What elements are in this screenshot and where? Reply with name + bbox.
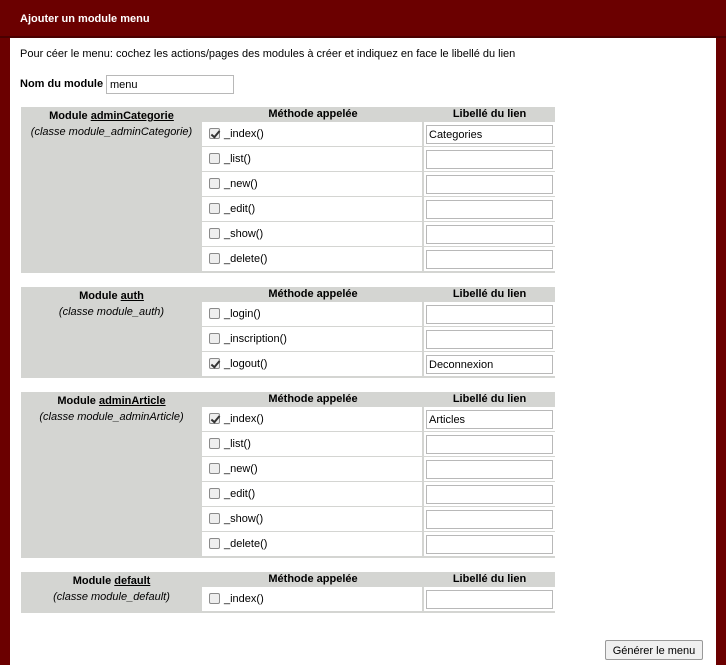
link-label-input[interactable] xyxy=(426,460,553,479)
link-label-input[interactable] xyxy=(426,125,553,144)
method-checkbox[interactable] xyxy=(209,593,220,604)
method-name: _new() xyxy=(224,463,258,475)
method-row xyxy=(202,327,555,351)
module-info xyxy=(21,392,202,558)
link-label-input[interactable] xyxy=(426,150,553,169)
method-name: _logout() xyxy=(224,358,268,370)
column-header-method: Méthode appelée xyxy=(268,288,358,300)
method-name: _delete() xyxy=(224,253,268,265)
module-name: auth xyxy=(120,290,144,302)
module-title xyxy=(21,574,202,588)
method-row xyxy=(202,407,555,431)
method-checkbox[interactable] xyxy=(209,253,220,264)
link-label-cell xyxy=(424,223,554,246)
link-label-input[interactable] xyxy=(426,435,553,454)
method-row xyxy=(202,507,555,531)
module-info xyxy=(21,107,202,273)
link-label-cell xyxy=(424,458,554,481)
method-cell xyxy=(203,408,422,431)
module-name: adminArticle xyxy=(98,395,166,407)
method-name: _login() xyxy=(224,308,261,320)
link-label-cell xyxy=(424,303,554,326)
link-label-cell xyxy=(424,328,554,351)
link-label-cell xyxy=(424,433,554,456)
link-label-cell xyxy=(424,248,554,271)
intro-text: Pour céer le menu: cochez les actions/pages des modules à créer et indiquez en face le libellé du lien xyxy=(20,48,516,60)
method-cell xyxy=(203,508,422,531)
module-title xyxy=(21,289,202,303)
link-label-cell xyxy=(424,198,554,221)
link-label-input[interactable] xyxy=(426,225,553,244)
module-block-default xyxy=(21,572,555,613)
method-checkbox[interactable] xyxy=(209,463,220,474)
link-label-input[interactable] xyxy=(426,410,553,429)
method-cell xyxy=(203,483,422,506)
link-label-cell xyxy=(424,148,554,171)
column-header-method: Méthode appelée xyxy=(268,108,358,120)
link-label-cell xyxy=(424,173,554,196)
link-label-input[interactable] xyxy=(426,250,553,269)
method-cell xyxy=(203,353,422,376)
method-row xyxy=(202,587,555,611)
module-block-adminCategorie xyxy=(21,107,555,273)
method-cell xyxy=(203,198,422,221)
generate-menu-button[interactable]: Générer le menu xyxy=(605,640,703,660)
module-title xyxy=(21,394,202,408)
link-label-cell xyxy=(424,353,554,376)
method-cell xyxy=(203,148,422,171)
link-label-input[interactable] xyxy=(426,510,553,529)
module-name: default xyxy=(114,575,151,587)
module-title-prefix: Module xyxy=(72,575,115,587)
module-class: (classe module_adminArticle) xyxy=(39,411,184,423)
column-header-method: Méthode appelée xyxy=(268,573,358,585)
column-header-label: Libellé du lien xyxy=(452,108,527,120)
method-row xyxy=(202,352,555,376)
method-row xyxy=(202,482,555,506)
link-label-cell xyxy=(424,408,554,431)
method-row xyxy=(202,432,555,456)
module-block-adminArticle xyxy=(21,392,555,558)
link-label-cell xyxy=(424,483,554,506)
module-class: (classe module_auth) xyxy=(58,306,165,318)
column-header-method: Méthode appelée xyxy=(268,393,358,405)
page-title: Ajouter un module menu xyxy=(20,13,150,25)
method-checkbox[interactable] xyxy=(209,538,220,549)
method-row xyxy=(202,222,555,246)
module-class: (classe module_adminCategorie) xyxy=(30,126,193,138)
method-name: _delete() xyxy=(224,538,268,550)
module-class: (classe module_default) xyxy=(53,591,170,603)
method-cell xyxy=(203,458,422,481)
link-label-input[interactable] xyxy=(426,535,553,554)
method-checkbox[interactable] xyxy=(209,488,220,499)
method-name: _edit() xyxy=(224,488,256,500)
method-name: _list() xyxy=(224,153,251,165)
method-cell xyxy=(203,303,422,326)
method-cell xyxy=(203,433,422,456)
module-title-prefix: Module xyxy=(57,395,99,407)
method-name: _inscription() xyxy=(224,333,287,345)
link-label-input[interactable] xyxy=(426,485,553,504)
method-checkbox[interactable] xyxy=(209,333,220,344)
method-checkbox[interactable] xyxy=(209,358,220,369)
method-row xyxy=(202,147,555,171)
column-header-label: Libellé du lien xyxy=(452,288,527,300)
method-checkbox[interactable] xyxy=(209,308,220,319)
method-checkbox[interactable] xyxy=(209,128,220,139)
method-row xyxy=(202,172,555,196)
module-block-auth xyxy=(21,287,555,378)
method-name: _show() xyxy=(224,513,264,525)
method-cell xyxy=(203,248,422,271)
column-header-label: Libellé du lien xyxy=(452,393,527,405)
link-label-input[interactable] xyxy=(426,590,553,609)
module-name: adminCategorie xyxy=(90,110,174,122)
method-checkbox[interactable] xyxy=(209,203,220,214)
module-name-input[interactable] xyxy=(106,75,234,94)
link-label-cell xyxy=(424,588,554,611)
method-row xyxy=(202,197,555,221)
link-label-input[interactable] xyxy=(426,355,553,374)
module-title-prefix: Module xyxy=(79,290,121,302)
method-checkbox[interactable] xyxy=(209,228,220,239)
title-bar xyxy=(0,0,726,38)
column-header-label: Libellé du lien xyxy=(452,573,527,585)
method-cell xyxy=(203,588,422,611)
method-row xyxy=(202,457,555,481)
method-cell xyxy=(203,223,422,246)
method-name: _index() xyxy=(224,413,264,425)
module-info xyxy=(21,572,202,613)
method-row xyxy=(202,247,555,271)
link-label-input[interactable] xyxy=(426,330,553,349)
method-name: _edit() xyxy=(224,203,256,215)
module-info xyxy=(21,287,202,378)
link-label-cell xyxy=(424,123,554,146)
module-title xyxy=(21,109,202,123)
method-checkbox[interactable] xyxy=(209,413,220,424)
link-label-input[interactable] xyxy=(426,200,553,219)
method-cell xyxy=(203,328,422,351)
method-name: _list() xyxy=(224,438,251,450)
method-name: _index() xyxy=(224,128,264,140)
method-row xyxy=(202,532,555,556)
module-title-prefix: Module xyxy=(49,110,91,122)
method-cell xyxy=(203,173,422,196)
module-name-label: Nom du module xyxy=(20,78,104,90)
method-row xyxy=(202,122,555,146)
method-cell xyxy=(203,123,422,146)
link-label-cell xyxy=(424,508,554,531)
method-name: _index() xyxy=(224,593,264,605)
method-checkbox[interactable] xyxy=(209,178,220,189)
link-label-input[interactable] xyxy=(426,175,553,194)
method-name: _new() xyxy=(224,178,258,190)
method-checkbox[interactable] xyxy=(209,438,220,449)
link-label-input[interactable] xyxy=(426,305,553,324)
method-checkbox[interactable] xyxy=(209,513,220,524)
method-name: _show() xyxy=(224,228,264,240)
method-row xyxy=(202,302,555,326)
method-cell xyxy=(203,533,422,556)
link-label-cell xyxy=(424,533,554,556)
method-checkbox[interactable] xyxy=(209,153,220,164)
